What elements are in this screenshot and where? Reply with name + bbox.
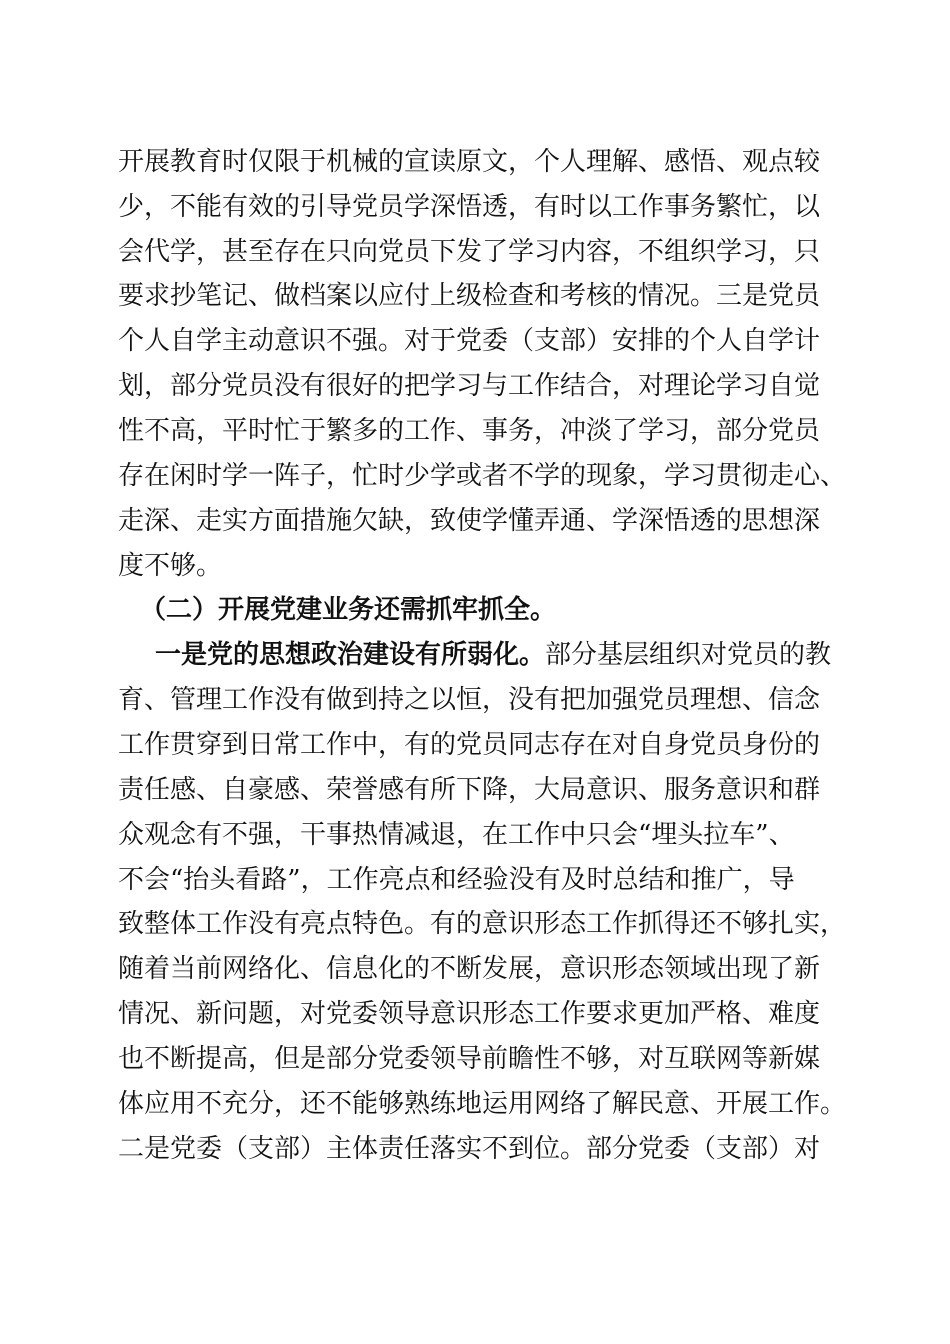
text-line: 性不高，平时忙于繁多的工作、事务，冲淡了学习，部分党员 bbox=[118, 416, 821, 446]
text-line: 要求抄笔记、做档案以应付上级检查和考核的情况。三是党员 bbox=[118, 281, 821, 311]
text-line: 划，部分党员没有很好的把学习与工作结合，对理论学习自觉 bbox=[118, 371, 821, 401]
paragraph-first-line bbox=[155, 639, 831, 671]
text-line: 体应用不充分，还不能够熟练地运用网络了解民意、开展工作。 bbox=[118, 1089, 847, 1119]
text-line: 情况、新问题，对党委领导意识形态工作要求更加严格、难度 bbox=[118, 999, 821, 1029]
text-line: 育、管理工作没有做到持之以恒，没有把加强党员理想、信念 bbox=[118, 685, 821, 715]
text-line: 工作贯穿到日常工作中，有的党员同志存在对自身党员身份的 bbox=[118, 730, 821, 760]
text-line: 众观念有不强，干事热情减退，在工作中只会“埋头拉车”、 bbox=[118, 820, 795, 850]
text-line: 会代学，甚至存在只向党员下发了学习内容，不组织学习，只 bbox=[118, 237, 821, 267]
text-line: 走深、走实方面措施欠缺，致使学懂弄通、学深悟透的思想深 bbox=[118, 506, 821, 536]
paragraph-first-rest: 部分基层组织对党员的教 bbox=[545, 640, 832, 670]
section-heading: （二）开展党建业务还需抓牢抓全。 bbox=[140, 595, 557, 625]
text-line: 随着当前网络化、信息化的不断发展，意识形态领域出现了新 bbox=[118, 954, 821, 984]
text-line: 也不断提高，但是部分党委领导前瞻性不够，对互联网等新媒 bbox=[118, 1044, 821, 1074]
text-line: 责任感、自豪感、荣誉感有所下降，大局意识、服务意识和群 bbox=[118, 775, 821, 805]
text-line: 度不够。 bbox=[118, 551, 223, 581]
text-line: 二是党委（支部）主体责任落实不到位。部分党委（支部）对 bbox=[118, 1134, 821, 1164]
text-line: 致整体工作没有亮点特色。有的意识形态工作抓得还不够扎实， bbox=[118, 909, 847, 939]
text-line: 存在闲时学一阵子，忙时少学或者不学的现象，学习贯彻走心、 bbox=[118, 461, 847, 491]
text-line: 个人自学主动意识不强。对于党委（支部）安排的个人自学计 bbox=[118, 326, 821, 356]
text-line: 开展教育时仅限于机械的宣读原文，个人理解、感悟、观点较 bbox=[118, 147, 821, 177]
text-line: 少，不能有效的引导党员学深悟透，有时以工作事务繁忙，以 bbox=[118, 192, 821, 222]
text-line: 不会“抬头看路”，工作亮点和经验没有及时总结和推广，导 bbox=[118, 865, 795, 895]
paragraph-lead: 一是党的思想政治建设有所弱化。 bbox=[155, 640, 546, 670]
